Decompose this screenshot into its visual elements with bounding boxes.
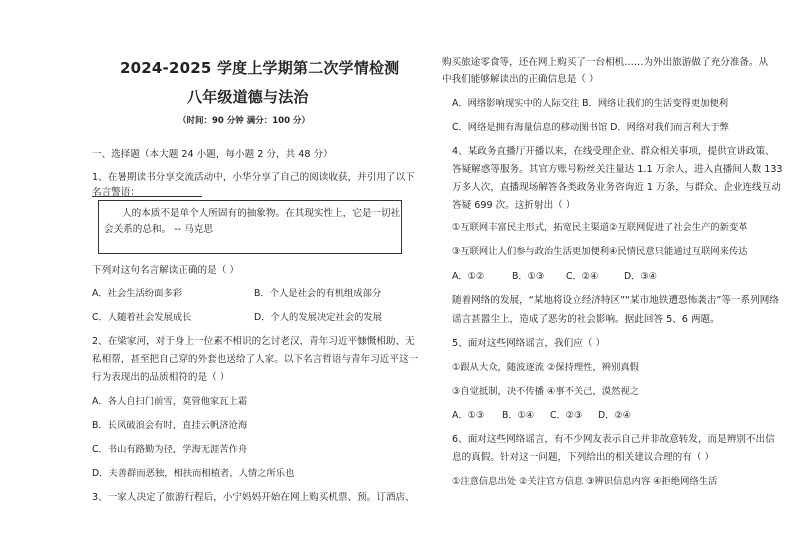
question-2-line-1: 2、在梁家河，对于身上一位素不相识的乞讨老汉，青年习近平慷慨相助、无 [92, 336, 415, 347]
question-1-line-2: 名言警语： [92, 187, 140, 198]
question-4-statement-2: ③互联网让人们参与政治生活更加便利④民情民意只能通过互联网来传达 [452, 246, 748, 257]
question-2-option-b: B．长风破浪会有时，直挂云帆济沧海 [92, 420, 248, 431]
question-1-line-1: 1、在暑期读书分享交流活动中，小华分享了自己的阅读收获，并引用了以下 [92, 172, 415, 183]
question-2-line-3: 行为表现出的品质相符的是（ ） [92, 372, 230, 383]
question-5-option-b: B．①④ [502, 410, 535, 421]
question-4-statement-1: ①互联网丰富民主形式，拓宽民主渠道②互联网促进了社会生产的新变革 [452, 222, 748, 233]
question-4-line-2: 答疑解惑等服务。其官方账号粉丝关注量达 1.1 万余人，进入直播间人数 133 [452, 164, 783, 175]
question-4-line-4: 答疑 699 次。这折射出（ ） [452, 200, 576, 211]
question-4-option-c: C．②④ [566, 271, 599, 282]
question-1-option-a: A．社会生活纷面多彩 [92, 288, 183, 299]
question-4-line-1: 4、某政务直播厅开播以来，在线受理企业、群众相关事项，提供宣讲政策、 [452, 146, 775, 157]
quote-line-1: 人的本质不是单个人所固有的抽象物。在其现实性上，它是一切社 [122, 208, 401, 219]
question-1-option-d: D．个人的发展决定社会的发展 [254, 312, 383, 323]
question-3-options-ab: A．网络影响现实中的人际交往 B．网络让我们的生活变得更加便利 [452, 98, 729, 109]
question-1-option-c: C．人随着社会发展成长 [92, 312, 192, 323]
question-6-line-1: 6、面对这些网络谣言，有不少网友表示自己并非故意转发，而是辨别不出信 [452, 434, 775, 445]
question-5-statements-1: ①跟从大众，随波逐流 ②保持理性，辨别真假 [452, 362, 639, 373]
question-2-line-2: 私相帮，甚至把自己穿的外套也送给了人家。以下名言哲语与青年习近平这一 [92, 354, 419, 365]
question-2-option-c: C．书山有路勤为径，学海无涯苦作舟 [92, 444, 248, 455]
question-5-option-a: A．①③ [452, 410, 485, 421]
question-6-line-2: 息的真假。针对这一问题，下列给出的相关建议合理的有（ ） [452, 452, 715, 463]
quote-line-2: 会关系的总和。 -- 马克思 [104, 224, 213, 235]
question-3-line-2: 购买旅途零食等，还在网上购买了一台相机……为外出旅游做了充分准备。从 [442, 57, 769, 68]
question-4-option-b: B．①③ [512, 271, 545, 282]
question-6-statements: ①注意信息出处 ②关注官方信息 ③辨识信息内容 ④拒绝网络生活 [452, 476, 718, 487]
question-3-options-cd: C．网络是拥有海量信息的移动图书馆 D．网络对我们而言利大于弊 [452, 122, 729, 133]
passage-line-1: 随着网络的发展，“某地将设立经济特区”“某市地铁遭恐怖袭击”等一系列网络 [452, 295, 779, 306]
section-heading: 一、选择题（本大题 24 小题，每小题 2 分，共 48 分） [92, 149, 333, 160]
question-3-line-1: 3、一家人决定了旅游行程后，小宁妈妈开始在网上购买机票、预。订酒店、 [92, 492, 415, 503]
question-4-option-d: D．③④ [624, 271, 658, 282]
question-4-option-a: A．①② [452, 271, 485, 282]
passage-line-2: 谣言甚嚣尘上，造成了恶劣的社会影响。据此回答 5、6 两题。 [452, 314, 720, 325]
question-5-ask: 5、面对这些网络谣言，我们应（ ） [452, 338, 606, 349]
question-1-ask: 下列对这句名言解读正确的是（ ） [92, 265, 239, 276]
question-2-option-d: D．夫善群而恶独，相扶而相植者，人情之所乐也 [92, 468, 295, 479]
question-5-option-d: D．②④ [598, 410, 632, 421]
underline [92, 196, 202, 197]
exam-meta: （时间：90 分钟 满分：100 分） [178, 116, 310, 126]
exam-title: 2024-2025 学度上学期第二次学情检测 [120, 59, 400, 77]
question-4-line-3: 万多人次，直播现场解答各类政务业务咨询近 1 万条，与群众、企业连线互动 [452, 182, 781, 193]
question-3-line-3: 中我们能够解读出的正确信息是（ ） [442, 74, 599, 85]
question-5-statements-2: ③自觉抵制，决不传播 ④事不关己，漠然视之 [452, 386, 639, 397]
question-1-option-b: B．个人是社会的有机组成部分 [254, 288, 382, 299]
question-2-option-a: A．各人自扫门前雪，莫管他家瓦上霜 [92, 396, 248, 407]
exam-subtitle: 八年级道德与法治 [187, 88, 309, 106]
question-5-option-c: C．②③ [550, 410, 583, 421]
